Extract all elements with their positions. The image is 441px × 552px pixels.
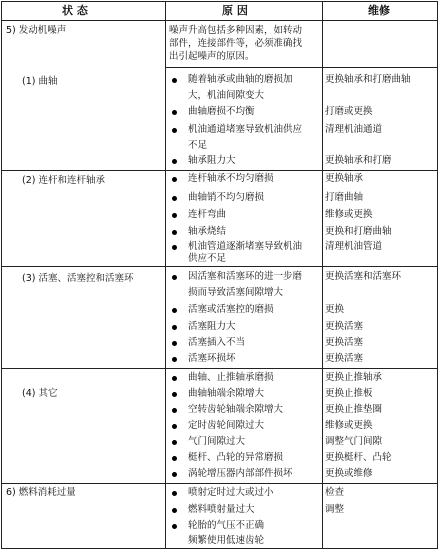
cause-item: 频繁使用低速齿轮 bbox=[188, 535, 265, 546]
bullet-icon bbox=[172, 196, 177, 201]
cause-item: 损而导致活塞间隙增大 bbox=[188, 287, 284, 298]
bullet-icon bbox=[172, 325, 177, 330]
repair-item: 更换和打磨曲轴 bbox=[325, 226, 392, 237]
row-divider bbox=[2, 170, 437, 171]
repair-item: 清理机油通道 bbox=[325, 124, 383, 135]
repair-item: 更换轴承和打磨 bbox=[325, 155, 392, 166]
repair-item: 更换活塞 bbox=[325, 321, 364, 332]
bullet-icon bbox=[172, 230, 177, 235]
cause-item: 涡轮增压器内部部件损坏 bbox=[188, 468, 293, 479]
bullet-icon bbox=[172, 408, 177, 413]
header-cause: 原 因 bbox=[222, 4, 248, 17]
row-divider bbox=[2, 483, 437, 484]
repair-item: 调整气门间隙 bbox=[325, 436, 383, 447]
cause-item: 活塞环损坏 bbox=[188, 353, 236, 364]
repair-item: 更换或维修 bbox=[325, 468, 373, 479]
repair-item: 维修或更换 bbox=[325, 209, 373, 220]
cause-item: 机油管道逐渐堵塞导致机油 bbox=[188, 241, 303, 252]
bullet-icon bbox=[172, 308, 177, 313]
header-divider bbox=[2, 20, 437, 21]
cause-item: 不足 bbox=[188, 140, 208, 151]
bullet-icon bbox=[172, 376, 177, 381]
column-divider bbox=[165, 2, 166, 548]
cause-item: 曲轴、止推轴承磨损 bbox=[188, 372, 274, 383]
bullet-icon bbox=[172, 159, 177, 164]
status-piston: (3) 活塞、活塞控和活塞环 bbox=[22, 273, 134, 284]
bullet-icon bbox=[172, 177, 177, 182]
cause-item: 随着轴承或曲轴的磨损加 bbox=[188, 74, 293, 85]
cause-item: 轮胎的气压不正确 bbox=[188, 520, 265, 531]
cause-item: 供应不足 bbox=[188, 253, 227, 264]
cause-item: 气门间隙过大 bbox=[188, 436, 246, 447]
cause-item: 曲轴磨损不均衡 bbox=[188, 106, 255, 117]
header-repair: 维修 bbox=[368, 4, 390, 17]
repair-item: 更换活塞 bbox=[325, 337, 364, 348]
bullet-icon bbox=[172, 424, 177, 429]
row-divider bbox=[165, 67, 437, 68]
row-divider bbox=[2, 368, 437, 369]
cause-item: 曲轴销不均匀磨损 bbox=[188, 192, 265, 203]
cause-item: 轴承阻力大 bbox=[188, 155, 236, 166]
bullet-icon bbox=[172, 491, 177, 496]
repair-item: 维修或更换 bbox=[325, 420, 373, 431]
repair-item: 更换轴承 bbox=[325, 173, 364, 184]
cause-item: 喷射定时过大或过小 bbox=[188, 487, 274, 498]
repair-item: 打磨或更换 bbox=[325, 106, 373, 117]
status-connecting-rod: (2) 连杆和连杆轴承 bbox=[22, 175, 105, 186]
cause-item: 大，机油间隙变大 bbox=[188, 90, 265, 101]
cause-item: 连杆弯曲 bbox=[188, 209, 227, 220]
status-other: (4) 其它 bbox=[22, 388, 58, 399]
cause-item: 连杆轴承不均匀磨损 bbox=[188, 173, 274, 184]
cause-item: 梃杆、凸轮的异常磨损 bbox=[188, 452, 284, 463]
cause-item: 曲轴轴端余隙增大 bbox=[188, 388, 265, 399]
status-crankshaft: (1) 曲轴 bbox=[22, 76, 58, 87]
bullet-icon bbox=[172, 213, 177, 218]
status-fuel-consumption: 6) 燃料消耗过量 bbox=[6, 487, 76, 498]
header-status: 状 态 bbox=[62, 4, 88, 17]
repair-item: 打磨曲轴 bbox=[325, 192, 364, 203]
cause-item: 活塞阻力大 bbox=[188, 321, 236, 332]
repair-item: 更换轴承和打磨曲轴 bbox=[325, 74, 411, 85]
cause-item: 机油通道堵塞导致机油供应 bbox=[188, 124, 303, 135]
bullet-icon bbox=[172, 357, 177, 362]
repair-item: 检查 bbox=[325, 487, 345, 498]
bullet-icon bbox=[172, 128, 177, 133]
repair-item: 更换 bbox=[325, 304, 345, 315]
bullet-icon bbox=[172, 472, 177, 477]
bullet-icon bbox=[172, 392, 177, 397]
repair-item: 更换止推板 bbox=[325, 388, 373, 399]
bullet-icon bbox=[172, 110, 177, 115]
cause-item: 燃料喷射量过大 bbox=[188, 504, 255, 515]
repair-item: 更换止推垫圈 bbox=[325, 404, 383, 415]
cause-item: 空转齿轮轴端余隙增大 bbox=[188, 404, 284, 415]
bullet-icon bbox=[172, 275, 177, 280]
bullet-icon bbox=[172, 524, 177, 529]
repair-item: 清理机油管道 bbox=[325, 241, 383, 252]
cause-intro-line: 出引起噪声的原因。 bbox=[169, 51, 255, 62]
cause-item: 轴承烧结 bbox=[188, 226, 227, 237]
cause-intro-line: 部件，连接部件等，必须准确找 bbox=[169, 38, 303, 49]
bullet-icon bbox=[172, 78, 177, 83]
bullet-icon bbox=[172, 341, 177, 346]
cause-item: 因活塞和活塞环的进一步磨 bbox=[188, 271, 303, 282]
cause-item: 定时齿轮间隙过大 bbox=[188, 420, 265, 431]
status-engine-noise: 5) 发动机噪声 bbox=[6, 25, 67, 36]
bullet-icon bbox=[172, 245, 177, 250]
bullet-icon bbox=[172, 440, 177, 445]
repair-item: 更换梃杆、凸轮 bbox=[325, 452, 392, 463]
repair-item: 更换止推轴承 bbox=[325, 372, 383, 383]
repair-item: 更换活塞和活塞环 bbox=[325, 271, 402, 282]
column-divider bbox=[322, 2, 323, 548]
cause-item: 活塞插入不当 bbox=[188, 337, 246, 348]
row-divider bbox=[2, 266, 437, 267]
repair-item: 更换活塞 bbox=[325, 353, 364, 364]
bullet-icon bbox=[172, 456, 177, 461]
cause-intro-line: 噪声升高包括多种因素，如转动 bbox=[169, 25, 303, 36]
repair-item: 调整 bbox=[325, 504, 345, 515]
cause-item: 活塞或活塞控的磨损 bbox=[188, 304, 274, 315]
bullet-icon bbox=[172, 508, 177, 513]
